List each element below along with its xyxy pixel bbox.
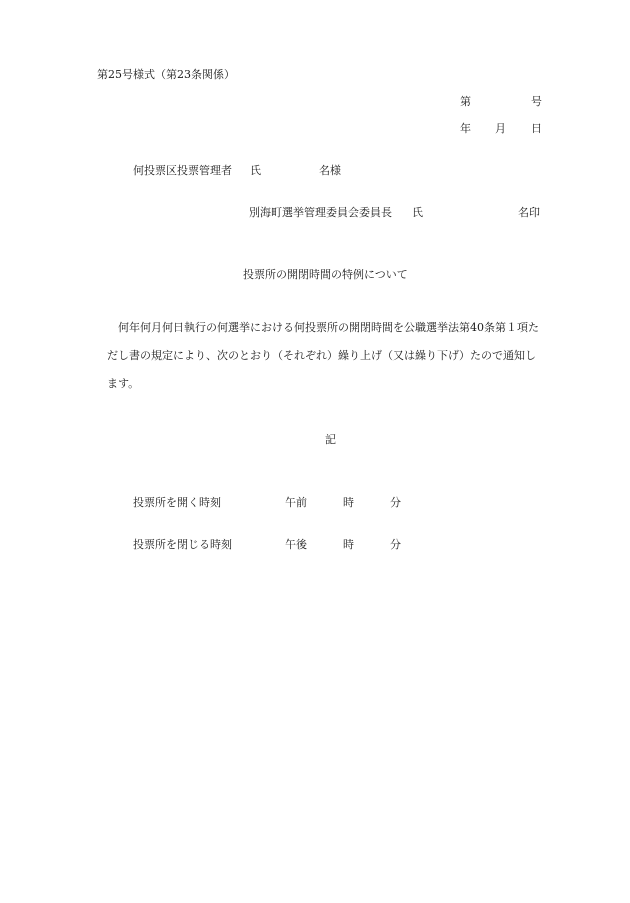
close-time-minute: 分	[390, 538, 401, 551]
close-time-label: 投票所を閉じる時刻	[133, 538, 232, 551]
form-label: 第25号様式（第23条関係）	[97, 68, 235, 81]
body-line-2: だし書の規定により、次のとおり（それぞれ）繰り上げ（又は繰り下げ）たので通知し	[107, 349, 536, 362]
addressee-shi: 氏	[250, 164, 261, 177]
close-time-hour: 時	[343, 538, 354, 551]
sender-mei-in: 名印	[518, 206, 540, 219]
sender-shi: 氏	[412, 206, 423, 219]
date-month: 月	[495, 122, 506, 135]
doc-number-dai: 第	[460, 95, 471, 108]
close-time-ampm: 午後	[285, 538, 307, 551]
open-time-label: 投票所を開く時刻	[133, 496, 221, 509]
open-time-minute: 分	[390, 496, 401, 509]
addressee-mei-sama: 名様	[319, 164, 341, 177]
open-time-hour: 時	[343, 496, 354, 509]
doc-number-go: 号	[531, 95, 542, 108]
ki-heading: 記	[325, 433, 336, 446]
subject-heading: 投票所の開閉時間の特例について	[243, 268, 408, 281]
sender-title: 別海町選挙管理委員会委員長	[249, 206, 392, 219]
open-time-ampm: 午前	[285, 496, 307, 509]
date-year: 年	[460, 122, 471, 135]
notice-body	[107, 314, 582, 398]
addressee-title: 何投票区投票管理者	[133, 164, 232, 177]
body-line-1: 何年何月何日執行の何選挙における何投票所の開閉時間を公職選挙法第40条第１項た	[118, 321, 539, 334]
body-line-3: ます。	[107, 377, 140, 390]
date-day: 日	[531, 122, 542, 135]
